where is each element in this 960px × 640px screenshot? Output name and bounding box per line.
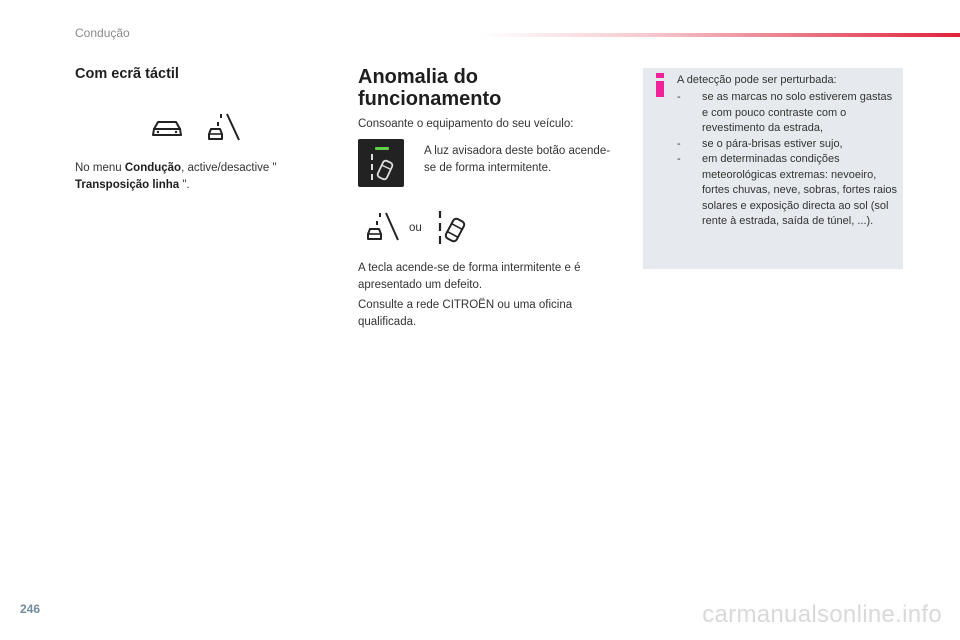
list-dash: -	[677, 137, 681, 150]
option-name: Transposição linha	[75, 179, 180, 191]
info-box	[643, 68, 903, 269]
watermark: carmanualsonline.info	[702, 601, 942, 628]
page-number: 246	[20, 602, 41, 616]
section-title: Condução	[75, 26, 130, 40]
info-list	[677, 90, 899, 230]
lane-departure-icon	[207, 113, 241, 141]
dealer-paragraph: Consulte a rede CITROËN ou uma oficina qualificada.	[358, 299, 573, 328]
list-text: se o pára-brisas estiver sujo,	[702, 137, 843, 150]
list-item	[677, 90, 899, 137]
menu-name: Condução	[124, 162, 182, 174]
info-icon	[655, 73, 665, 97]
defect-paragraph: A tecla acende-se de forma intermitente e é apresentado um defeito.	[358, 262, 581, 291]
list-item	[677, 152, 899, 230]
list-dash: -	[677, 91, 681, 103]
lane-assist-button-image	[358, 139, 404, 187]
list-dash: -	[677, 153, 681, 165]
header-accent-rule	[480, 33, 960, 37]
or-text: ou	[409, 222, 422, 234]
lane-departure-icon	[366, 212, 400, 242]
list-text: se as marcas no solo estiverem gastas e com pouco contraste com o revestimento da estrada,	[702, 91, 893, 134]
button-warning-text: A luz avisadora deste botão acende-se de forma intermitente.	[424, 145, 611, 174]
list-item	[677, 137, 899, 153]
touchscreen-instruction	[75, 160, 315, 194]
touchscreen-heading: Com ecrã táctil	[75, 66, 179, 82]
car-icon	[150, 117, 184, 139]
malfunction-heading: Anomalia do funcionamento	[358, 66, 502, 110]
list-text: em determinadas condições meteorológicas extremas: nevoeiro, fortes chuvas, neve, sobras, fortes raios solares e exposição directa ao sol (sol rente à estrada, saída de túnel, ...).	[702, 153, 898, 227]
instruction-suffix: ".	[179, 179, 190, 191]
warning-led	[375, 147, 389, 150]
instruction-middle: , active/desactive "	[181, 162, 277, 174]
lane-warning-car-icon	[436, 210, 466, 246]
instruction-prefix: No menu	[75, 162, 125, 174]
info-lead: A detecção pode ser perturbada:	[677, 74, 837, 86]
lane-car-icon	[366, 152, 396, 184]
equipment-intro: Consoante o equipamento do seu veículo:	[358, 118, 574, 130]
